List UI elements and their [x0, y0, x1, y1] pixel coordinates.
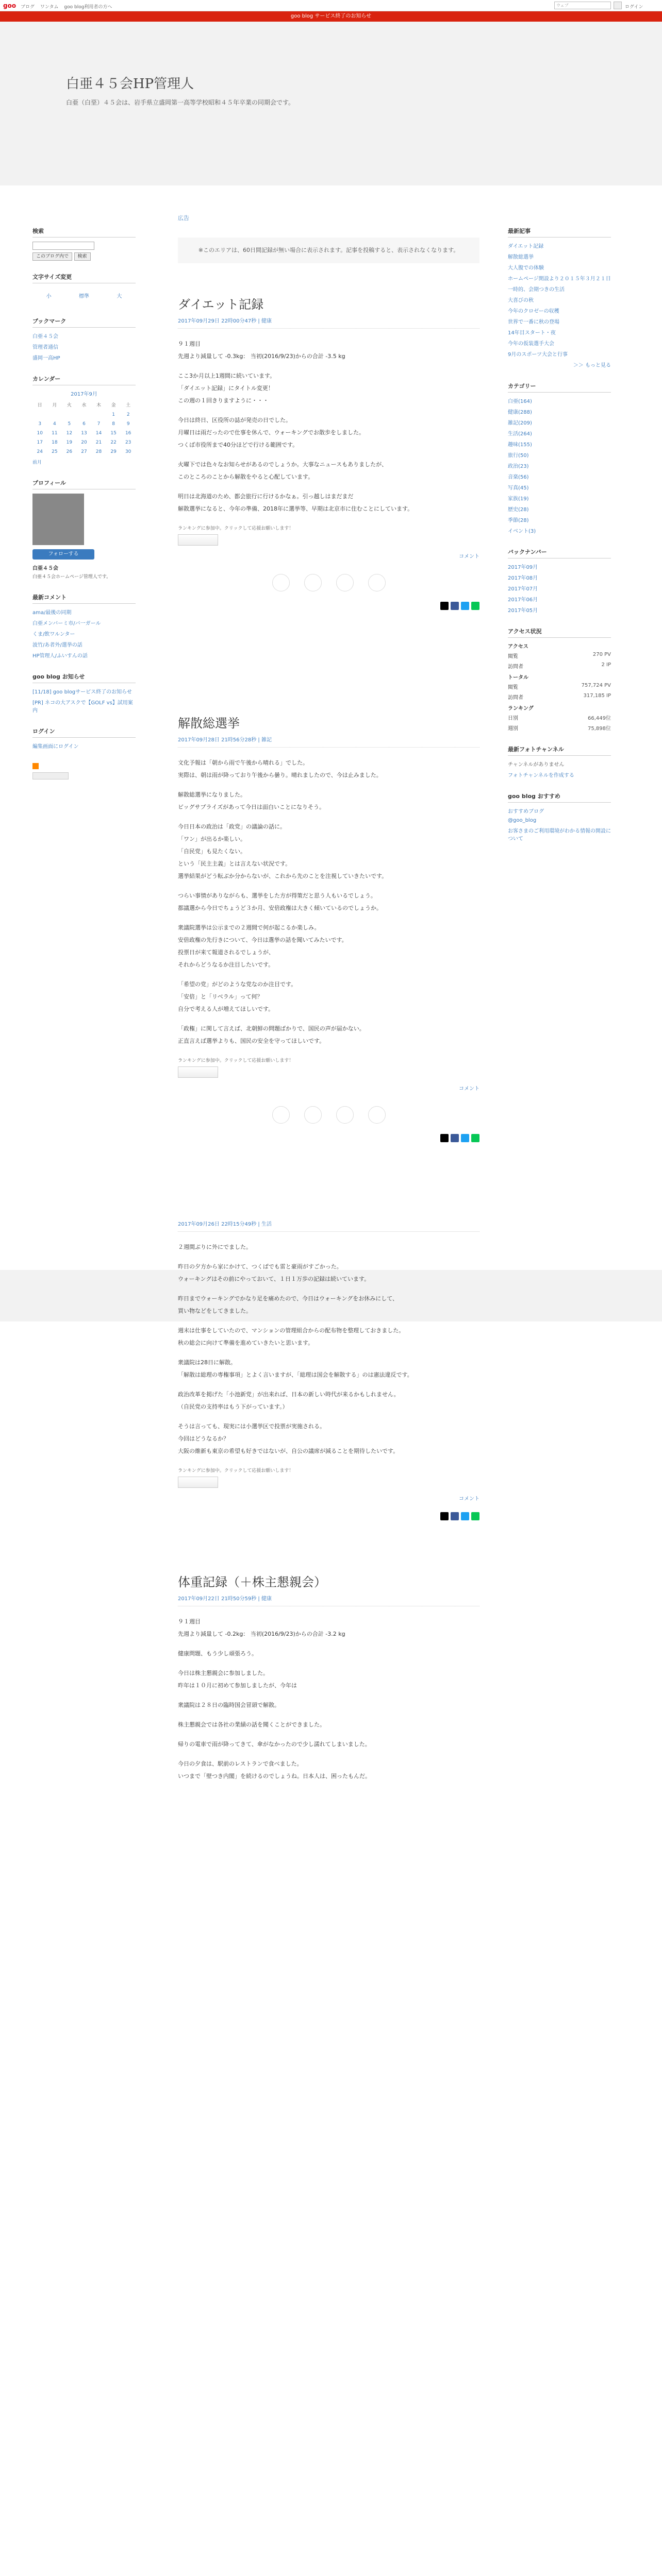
entry-line: 衆議院選挙は公示までの２週間で何が起こるか楽しみ。 — [178, 924, 320, 931]
calendar-box — [32, 375, 136, 465]
reaction-button[interactable] — [304, 1106, 322, 1124]
entry-line: 株主懇親会では各社の業績の話を聞くことができました。 — [178, 1721, 325, 1728]
entry-line: 週末は仕事をしていたので、マンションの管理組合からの配布物を整理しておきました。 — [178, 1327, 405, 1334]
recent-post-link[interactable]: 14年目スタート・夜 — [508, 330, 556, 336]
entry-line: 昨日の夕方から家にかけて、つくばでも雷と豪雨がすごかった。 — [178, 1263, 342, 1270]
entry-line: 今日の夕食は、駅前のレストランで食べました。 — [178, 1760, 303, 1767]
profile-heading: プロフィール — [32, 479, 136, 489]
goo-logo[interactable]: goo — [3, 2, 16, 9]
recent-post-link[interactable]: 今年の仮装選手大会 — [508, 341, 554, 347]
entry-line — [178, 1350, 479, 1355]
entry-line: 今回はどうなるか？ — [178, 1435, 229, 1442]
ranking-label: ランキング — [508, 706, 534, 711]
backnumber-link[interactable]: 2017年05月 — [508, 608, 538, 614]
recent-posts-box — [508, 227, 611, 368]
photo-channel-empty: チャンネルがありません — [508, 762, 565, 768]
more-posts-link[interactable]: ＞＞ もっと見る — [573, 363, 611, 368]
entry-line: 今日日本の政治は「政党」の議論の話に。 — [178, 823, 286, 830]
entry-title[interactable]: 解散総選挙 — [178, 716, 240, 731]
search-button[interactable] — [614, 2, 622, 9]
recommend-link[interactable]: おすすめブログ — [508, 809, 544, 815]
calendar-day[interactable]: 29 — [110, 449, 117, 454]
recent-post-link[interactable]: 解散総選挙 — [508, 255, 534, 260]
calendar-day[interactable]: 11 — [52, 431, 58, 436]
inactive-notice: ※このエリアは、60日間記録が無い場合に表示されます。記事を投稿すると、表示されなくなります。 — [178, 238, 479, 263]
entry-line: 実際は、朝は雨が降っており午後から曇り。晴れましたので、今は止みました。 — [178, 772, 382, 778]
font-size-box — [32, 273, 136, 303]
font-small-button[interactable]: 小 — [46, 294, 52, 299]
twitter-share-icon[interactable] — [461, 602, 469, 610]
calendar-day[interactable]: 30 — [125, 449, 131, 454]
entry-line — [178, 484, 479, 489]
goo-notice-heading: goo blog お知らせ — [32, 672, 136, 683]
profile-box — [32, 479, 136, 580]
entry-line: 政治改革を掲げた「小池新党」が出来れば、日本の新しい時代が来るかもしれません。 — [178, 1391, 400, 1398]
entry-line: 選挙結果がどう転ぶか分からないが、これから先のことを注視していきたいです。 — [178, 873, 388, 879]
reaction-buttons — [178, 574, 479, 591]
entry-line: 明日は北海道のため、都会旅行に行けるかなぁ。引っ越しはまだまだ — [178, 493, 354, 500]
entry-line: 先週より減量して -0.2kg： 当初(2016/9/23)からの合計 -3.2 kg — [178, 1631, 345, 1637]
calendar-day[interactable]: 24 — [37, 449, 43, 454]
font-medium-button[interactable]: 標準 — [78, 294, 89, 299]
bookmark-heading: ブックマーク — [32, 317, 136, 328]
entry-line: 「希望の党」がどのような党なのか注目です。 — [178, 981, 297, 988]
photo-channel-box — [508, 745, 611, 778]
web-search-input[interactable]: ウェブ — [554, 2, 611, 9]
stat-value: 66,449位 — [588, 716, 611, 721]
goo-recommend-box — [508, 792, 611, 842]
recommend-link[interactable]: お客さまのご利用環境がわかる情報の開設について — [508, 828, 611, 842]
recent-posts-heading: 最新記事 — [508, 227, 611, 238]
edit-login-link[interactable]: 編集画面にログイン — [32, 744, 79, 750]
comment-link[interactable]: 白亜メンバーミ市/バ一ガール — [32, 621, 101, 626]
entry-line — [178, 452, 479, 457]
entry-meta[interactable]: 2017年09月22日 21時50分59秒 | 健康 — [178, 1594, 479, 1606]
reaction-button[interactable] — [272, 574, 290, 591]
stat-label: 訪問者 — [508, 695, 523, 701]
facebook-share-icon[interactable] — [451, 1512, 459, 1520]
calendar-day[interactable]: 16 — [125, 431, 131, 436]
reaction-button[interactable] — [304, 574, 322, 591]
top-link[interactable]: ブログ — [21, 5, 35, 10]
entry-line: 秋の総会に向けて準備を進めていきたいと思います。 — [178, 1340, 314, 1346]
entry-line: ビッグサプライズがあって今日は面白いことになりそう。 — [178, 804, 325, 810]
access-box — [508, 627, 611, 732]
calendar-day[interactable]: 19 — [66, 440, 73, 445]
entry-line — [178, 1713, 479, 1718]
reaction-buttons — [178, 1106, 479, 1124]
ranking-area — [178, 524, 479, 546]
ranking-area — [178, 1467, 479, 1488]
calendar-day[interactable]: 18 — [52, 440, 58, 445]
search-box — [32, 227, 136, 259]
stat-value: 2 IP — [601, 662, 611, 668]
top-link[interactable]: ワンタム — [40, 5, 59, 10]
stat-label: 訪問者 — [508, 664, 523, 670]
entry-line — [178, 1732, 479, 1737]
entry-line: ９１週目 — [178, 341, 201, 347]
entry-body — [178, 339, 479, 514]
ranking-text: ランキングに参加中。クリックして応援お願いします！ — [178, 1468, 294, 1473]
goo-recommend-heading: goo blog おすすめ — [508, 792, 611, 803]
category-link[interactable]: 音楽(56) — [508, 474, 529, 480]
recent-comments-box — [32, 593, 136, 659]
entry-line — [178, 1641, 479, 1647]
entry-line — [178, 1661, 479, 1666]
calendar-day[interactable]: 26 — [66, 449, 73, 454]
calendar-title: 2017年9月 — [71, 392, 97, 397]
entry-line: ２週間ぶりに外にでました。 — [178, 1244, 252, 1250]
comment-link[interactable]: ama/最後の同期 — [32, 610, 72, 616]
photo-channel-create-link[interactable]: フォトチャンネルを作成する — [508, 773, 574, 778]
category-link[interactable]: 旅行(50) — [508, 453, 529, 459]
calendar-day[interactable]: 15 — [110, 431, 117, 436]
entry-line: 安倍政権の先行きについて、今日は選挙の話を聞いてみたいです。 — [178, 937, 347, 943]
comment-link[interactable]: コメント — [459, 1086, 479, 1092]
entry — [178, 1572, 479, 1782]
entry-line: ウォーキングはその前にやっておいて、１日１万歩の記録は続いています。 — [178, 1276, 370, 1282]
entry-line: 月曜日は雨だったので仕事を休んで、ウォーキングでお散歩をしました。 — [178, 429, 365, 436]
entry-line: 衆議院は２８日の臨時国会冒頭で解散。 — [178, 1702, 280, 1708]
stat-value: 75,898位 — [588, 726, 611, 732]
access-label: アクセス — [508, 644, 528, 650]
font-size-heading: 文字サイズ変更 — [32, 273, 136, 283]
blog-search-input[interactable] — [32, 242, 94, 250]
entry — [178, 713, 479, 1142]
entry-line — [178, 364, 479, 369]
entry-line: （自民党の支持率はもう下がっています。） — [178, 1403, 288, 1410]
blog-header — [0, 22, 662, 185]
search-scope-select[interactable]: このブログ内で — [32, 252, 72, 261]
ranking-area — [178, 1057, 479, 1078]
stat-value: 317,185 IP — [583, 693, 611, 699]
search-heading: 検索 — [32, 227, 136, 238]
backnumber-link[interactable]: 2017年08月 — [508, 575, 538, 581]
share-buttons — [178, 1134, 479, 1142]
entry-line — [178, 1382, 479, 1387]
category-link[interactable]: 政治(23) — [508, 464, 529, 469]
calendar-day[interactable]: 4 — [53, 421, 56, 427]
stat-label: 週別 — [508, 726, 518, 732]
font-large-button[interactable]: 大 — [117, 294, 122, 299]
entry-line: 「ワン」が出るか楽しい。 — [178, 836, 246, 842]
right-sidebar — [508, 227, 611, 855]
entry-line — [178, 1286, 479, 1292]
top-bar — [0, 0, 662, 11]
category-link[interactable]: 雑記(209) — [508, 420, 532, 426]
entry-line: 今日は株主懇親会に参加しました。 — [178, 1670, 269, 1676]
recent-post-link[interactable]: ホームページ開設より２０１５年３月２１日 — [508, 276, 611, 282]
calendar-day[interactable]: 5 — [68, 421, 71, 427]
line-share-icon[interactable] — [471, 1134, 479, 1142]
calendar-day[interactable]: 22 — [110, 440, 117, 445]
calendar-day[interactable]: 21 — [95, 440, 102, 445]
x-share-icon[interactable] — [440, 1134, 449, 1142]
calendar-day[interactable]: 3 — [38, 421, 42, 427]
reaction-button[interactable] — [336, 574, 354, 591]
bookmark-link[interactable]: 白亜４５会 — [32, 334, 58, 340]
calendar-prev-link[interactable]: 前月 — [32, 460, 42, 465]
blog-search-button[interactable]: 検索 — [74, 252, 91, 261]
entry-line — [178, 884, 479, 889]
entry-line: 解散選挙になると、今年の準備、2018年に選挙等、早期は北京市に住むことにしています。 — [178, 505, 413, 512]
ranking-text: ランキングに参加中。クリックして応援お願いします！ — [178, 1058, 294, 1063]
recent-post-link[interactable]: 9月のスポーツ大会と行事 — [508, 352, 568, 358]
entry-line: 「自民党」も見たくない。 — [178, 848, 246, 855]
entry-line: つくば市役所まで40分ほどで行ける範囲です。 — [178, 442, 299, 448]
comment-link[interactable]: HP管理人/ふいすんの話 — [32, 653, 88, 659]
entry-line: 健康問題、もう少し頑張ろう。 — [178, 1650, 257, 1657]
category-link[interactable]: 家族(19) — [508, 496, 529, 502]
backnumber-box — [508, 548, 611, 614]
facebook-share-icon[interactable] — [451, 602, 459, 610]
calendar-day[interactable]: 14 — [95, 431, 102, 436]
goo-notice-link[interactable]: [PR] ネコの大アスクで【GOLF vs】試用案内 — [32, 700, 133, 714]
recent-post-link[interactable]: 世界で一番に秋の登場 — [508, 319, 559, 325]
calendar-dow: 木 — [96, 403, 102, 408]
ranking-badge[interactable] — [178, 1066, 218, 1078]
entry-line: ９１週目 — [178, 1618, 201, 1625]
calendar-day[interactable]: 12 — [66, 431, 73, 436]
top-links — [21, 3, 116, 10]
calendar-dow: 水 — [81, 403, 87, 408]
ranking-badge[interactable] — [178, 534, 218, 546]
entry-title[interactable]: 体重記録（＋株主懇親会） — [178, 1575, 326, 1589]
entry-line: 「ダイエット記録」にタイトル変更！ — [178, 385, 274, 392]
entry-line: 買い物などをしてきました。 — [178, 1308, 252, 1314]
category-link[interactable]: 写真(45) — [508, 485, 529, 491]
reaction-button[interactable] — [368, 574, 386, 591]
bookmark-link[interactable]: 盛岡一高HP — [32, 355, 60, 361]
calendar-day[interactable]: 9 — [126, 421, 130, 427]
recent-post-link[interactable]: 一時的、会期つきの生活 — [508, 287, 565, 293]
backnumber-link[interactable]: 2017年09月 — [508, 565, 538, 570]
reaction-button[interactable] — [272, 1106, 290, 1124]
entry — [178, 294, 479, 610]
calendar-dow: 金 — [111, 403, 116, 408]
recent-post-link[interactable]: 大喜びの秋 — [508, 298, 534, 303]
ad-label: 広告 — [178, 215, 189, 222]
entry-body — [178, 1617, 479, 1782]
category-link[interactable]: 季節(28) — [508, 518, 529, 523]
follow-button[interactable]: フォローする — [32, 549, 94, 560]
reaction-button[interactable] — [368, 1106, 386, 1124]
comment-link[interactable]: コメント — [459, 1496, 479, 1502]
entry — [178, 1219, 479, 1520]
login-box — [32, 727, 136, 750]
calendar-day[interactable]: 8 — [112, 421, 115, 427]
calendar-day[interactable]: 23 — [125, 440, 131, 445]
stat-label: 閲覧 — [508, 654, 518, 659]
entry-line: 「安倍」と「リベラル」って何？ — [178, 993, 263, 1000]
share-buttons — [178, 602, 479, 610]
reaction-button[interactable] — [336, 1106, 354, 1124]
comment-link[interactable]: くま/飲ワルンター — [32, 632, 75, 637]
entry-meta[interactable]: 2017年09月29日 22時00分47秒 | 健康 — [178, 316, 479, 329]
stat-label: 閲覧 — [508, 685, 518, 690]
backnumber-link[interactable]: 2017年07月 — [508, 586, 538, 592]
entry-line — [178, 916, 479, 921]
entry-line: 衆議院は28日に解散。 — [178, 1359, 236, 1366]
blog-description: 白亜（白堊）４５会は、岩手県立盛岡第一高等学校昭和４５年卒業の同期会です。 — [66, 99, 295, 106]
profile-name: 白亜４５会 — [32, 566, 58, 571]
backnumber-heading: バックナンバー — [508, 548, 611, 558]
calendar-day[interactable]: 17 — [37, 440, 43, 445]
login-link[interactable]: ログイン — [625, 5, 643, 10]
calendar-day — [91, 410, 106, 419]
twitter-share-icon[interactable] — [461, 1512, 469, 1520]
goo-notice-link[interactable]: [11/18] goo blogサービス終了のお知らせ — [32, 689, 132, 695]
category-box — [508, 382, 611, 534]
calendar-day — [77, 410, 92, 419]
recent-post-link[interactable]: 今年のクロゼーの収穫 — [508, 309, 559, 314]
entry-line: いつまで「壁つき内閣」を続けるのでしょうね。日本人は、困ったもんだ。 — [178, 1773, 371, 1780]
calendar-day[interactable]: 25 — [52, 449, 58, 454]
entry-line: 先週より減量して -0.3kg： 当初(2016/9/23)からの合計 -3.5 kg — [178, 353, 345, 360]
calendar-dow: 月 — [52, 403, 57, 408]
ranking-badge[interactable] — [178, 1477, 218, 1488]
entry-line: 今日は終日、区役所の誌が発売の日でした。 — [178, 417, 291, 423]
entry-line: ここ3か月以上1週間に続いています。 — [178, 372, 276, 379]
entry-line — [178, 408, 479, 413]
rss-icon[interactable] — [32, 763, 39, 769]
category-link[interactable]: 健康(288) — [508, 410, 532, 415]
calendar-day[interactable]: 2 — [126, 412, 130, 417]
entry-line: つらい事情がありながらも、選挙をした方が得策だと思う人もいるでしょう。 — [178, 892, 376, 899]
entry-line — [178, 1255, 479, 1260]
entry-line: 自分で考える人が増えてほしいです。 — [178, 1006, 274, 1012]
entry-line — [178, 1752, 479, 1757]
comment-link[interactable]: 波竹/あ者外/選挙の話 — [32, 642, 82, 648]
comment-link[interactable]: コメント — [459, 554, 479, 560]
entry-line: 大阪の維新も東京の希望も好きではないが、自公の議席が減ることを期待したいです。 — [178, 1448, 399, 1454]
calendar-day — [32, 410, 47, 419]
category-link[interactable]: 歴史(28) — [508, 507, 529, 513]
bookmark-box — [32, 317, 136, 361]
goo-blog-banner[interactable] — [32, 772, 69, 779]
login-heading: ログイン — [32, 727, 136, 738]
blog-title[interactable]: 白亜４５会HP管理人 — [66, 76, 194, 92]
calendar-day[interactable]: 10 — [37, 431, 43, 436]
recent-comments-heading: 最新コメント — [32, 593, 136, 604]
entry-line: このところのことから解散をやると心配しています。 — [178, 473, 314, 480]
line-share-icon[interactable] — [471, 602, 479, 610]
calendar-day[interactable]: 28 — [95, 449, 102, 454]
entry-line: 解散総選挙になりました。 — [178, 791, 246, 798]
entry-line — [178, 972, 479, 977]
entry-line — [178, 1414, 479, 1419]
entry-line — [178, 1318, 479, 1324]
entry-line — [178, 815, 479, 820]
share-buttons — [178, 1512, 479, 1520]
category-link[interactable]: 生活(264) — [508, 431, 532, 437]
service-end-notice[interactable]: goo blog サービス終了のお知らせ — [0, 11, 662, 22]
calendar-day[interactable]: 27 — [81, 449, 87, 454]
calendar-dow: 火 — [67, 403, 72, 408]
entry-line — [178, 1016, 479, 1022]
entry-line: そうは言っても、現実には小選挙区で投票が実施される。 — [178, 1423, 325, 1430]
category-link[interactable]: 趣味(155) — [508, 442, 532, 448]
calendar-table — [32, 399, 136, 456]
line-share-icon[interactable] — [471, 1512, 479, 1520]
recent-post-link[interactable]: 大人腹での体験 — [508, 265, 544, 271]
stat-label: 日別 — [508, 716, 518, 721]
photo-channel-heading: 最新フォトチャンネル — [508, 745, 611, 756]
calendar-dow: 日 — [37, 403, 42, 408]
stat-value: 270 PV — [592, 652, 611, 657]
main-column — [178, 214, 479, 1802]
calendar-day[interactable]: 1 — [112, 412, 115, 417]
entry-line: 文化予報は「朝から雨で午後から晴れる」でした。 — [178, 759, 308, 766]
access-heading: アクセス状況 — [508, 627, 611, 638]
entry-body — [178, 1242, 479, 1456]
twitter-share-icon[interactable] — [461, 1134, 469, 1142]
recommend-link[interactable]: @goo_blog — [508, 818, 537, 823]
calendar-dow: 土 — [126, 403, 131, 408]
profile-text: 白亜４５会ホームページ管理人です。 — [32, 574, 111, 580]
facebook-share-icon[interactable] — [451, 1134, 459, 1142]
x-share-icon[interactable] — [440, 602, 449, 610]
total-label: トータル — [508, 675, 528, 681]
bookmark-link[interactable]: 管理者通信 — [32, 345, 58, 350]
backnumber-link[interactable]: 2017年06月 — [508, 597, 538, 603]
entry-line: この週の１回きりますように・・・ — [178, 397, 269, 404]
calendar-day — [62, 410, 77, 419]
stat-value: 757,724 PV — [581, 683, 611, 688]
entry-line: 都議選から今日でちょうど３か月、安倍政権は大きく傾いているのでしょうか。 — [178, 905, 382, 911]
calendar-day[interactable]: 7 — [97, 421, 101, 427]
entry-line: 火曜下では色々なお知らせがあるのでしょうか。大事なニュースもありましたが、 — [178, 461, 388, 468]
entry-line: 帰りの電車で雨が降ってきて、傘がなかったので少し濡れてしまいました。 — [178, 1741, 371, 1748]
recent-post-link[interactable]: ダイエット記録 — [508, 244, 544, 249]
entry-line: 昨年は１０月に初めて参加しましたが、今年は — [178, 1682, 297, 1689]
calendar-day[interactable]: 20 — [81, 440, 87, 445]
entry-body — [178, 758, 479, 1046]
entry-line: 「解散は総理の専権事項」とよく言いますが、「総理は国会を解散する」のは憲法違反です。 — [178, 1371, 413, 1378]
goo-notice-box — [32, 672, 136, 714]
category-link[interactable]: 白亜(164) — [508, 399, 532, 404]
left-sidebar — [32, 227, 136, 779]
category-heading: カテゴリー — [508, 382, 611, 393]
entry-line — [178, 783, 479, 788]
calendar-day — [47, 410, 62, 419]
x-share-icon[interactable] — [440, 1512, 449, 1520]
category-link[interactable]: イベント(3) — [508, 529, 536, 534]
entry-meta[interactable]: 2017年09月28日 21時56分28秒 | 雑記 — [178, 735, 479, 748]
entry-line: という「民主主義」とは言えない状況です。 — [178, 860, 291, 867]
entry-line: 正直言えば選挙よりも、国民の安全を守ってほしいです。 — [178, 1038, 325, 1044]
entry-line: 「政権」に関して言えば、北朝鮮の問題ばかりで、国民の声が届かない。 — [178, 1025, 365, 1032]
entry-title[interactable]: ダイエット記録 — [178, 297, 264, 312]
entry-meta[interactable]: 2017年09月26日 22時15分49秒 | 生活 — [178, 1219, 479, 1232]
entry-line: それからどうなるか注目したいです。 — [178, 961, 274, 968]
top-link[interactable]: goo blog利用者の方へ — [64, 5, 112, 10]
ranking-text: ランキングに参加中。クリックして応援お願いします！ — [178, 526, 294, 531]
calendar-day[interactable]: 13 — [81, 431, 87, 436]
profile-avatar[interactable] — [32, 494, 84, 545]
calendar-day[interactable]: 6 — [82, 421, 86, 427]
entry-line: 投票日が来て報道されるでしょうが、 — [178, 949, 274, 956]
entry-line: 昨日までウォーキングでかなり足を痛めたので、今日はウォーキングをお休みにして、 — [178, 1295, 399, 1302]
entry-line — [178, 1693, 479, 1698]
calendar-heading: カレンダー — [32, 375, 136, 385]
